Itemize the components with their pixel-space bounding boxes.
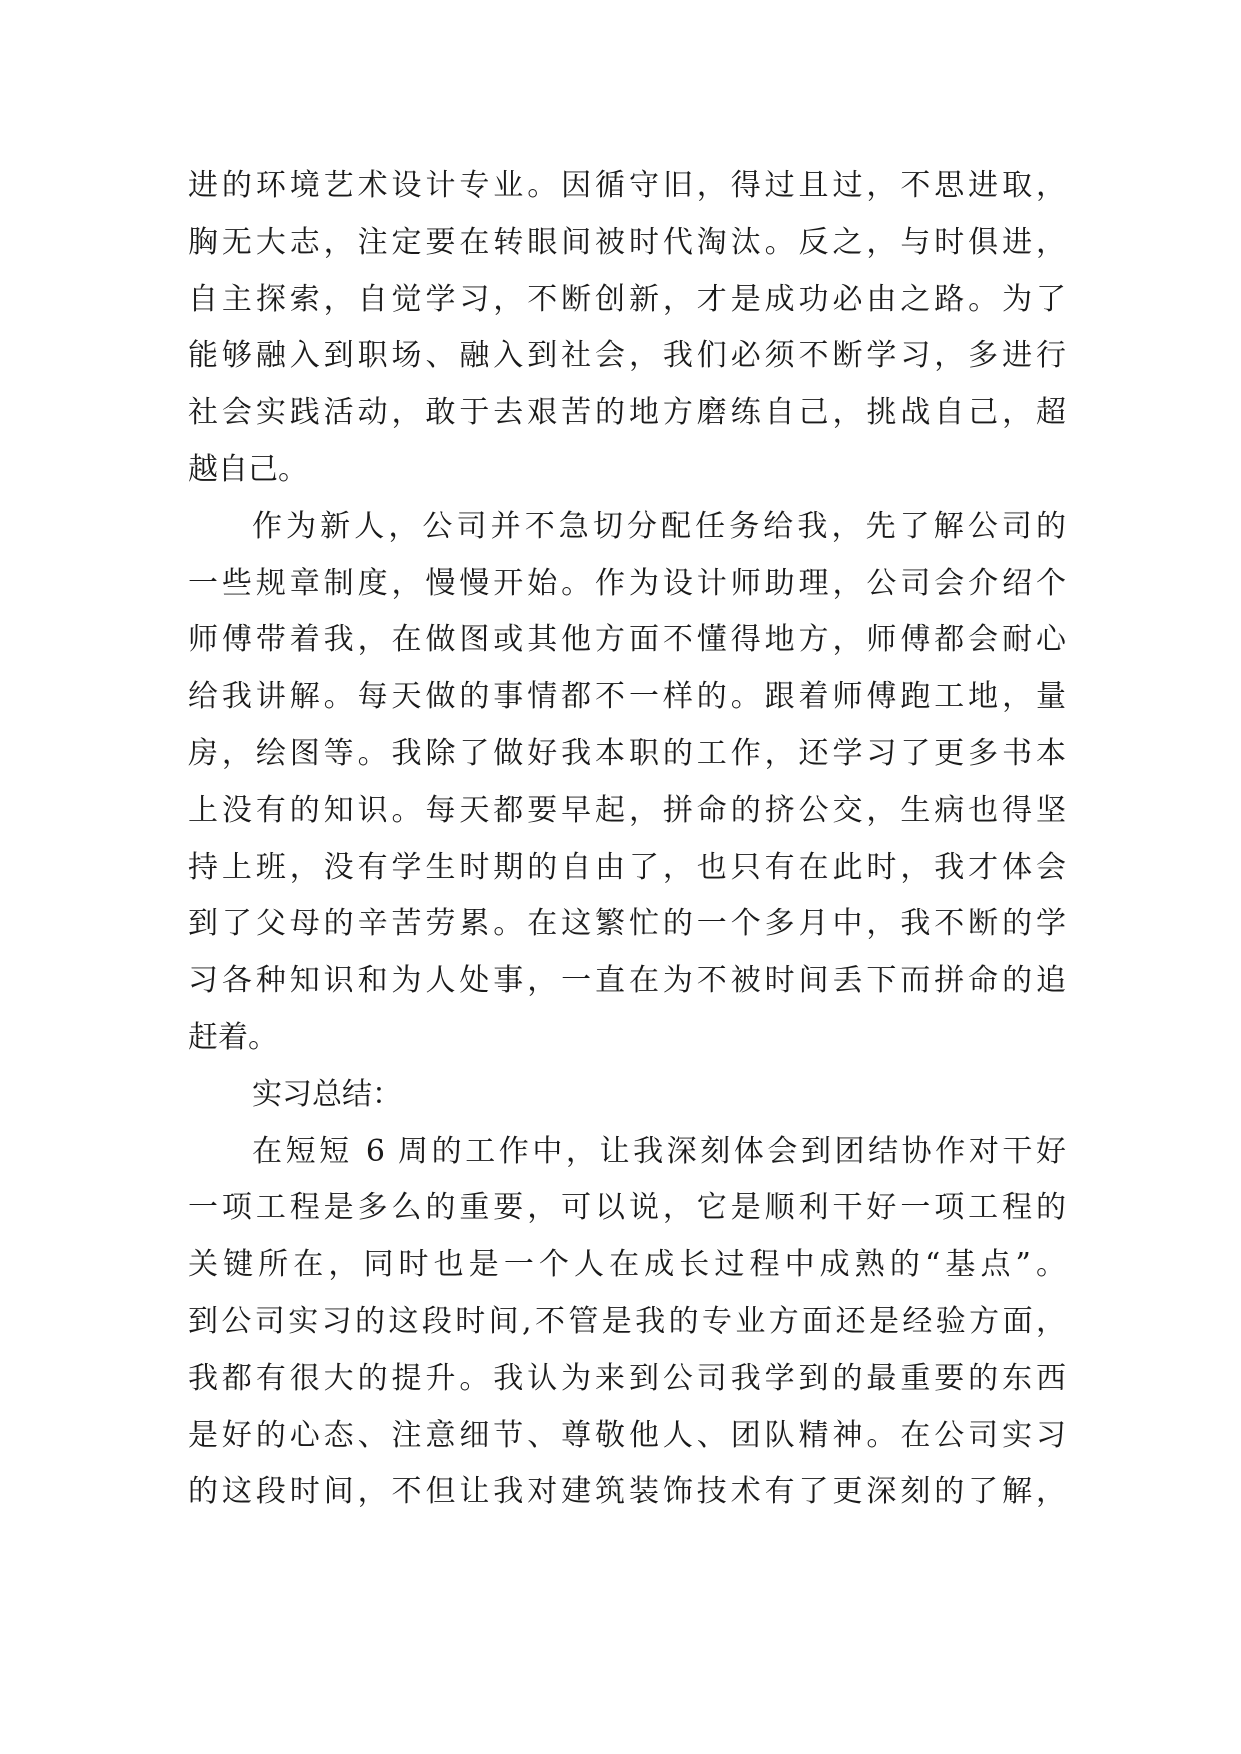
text-line: 在短短 6 周的工作中，让我深刻体会到团结协作对干好 xyxy=(252,1133,1066,1169)
text-line: 胸无大志，注定要在转眼间被时代淘汰。反之，与时俱进， xyxy=(188,224,1066,260)
text-line: 房，绘图等。我除了做好我本职的工作，还学习了更多书本 xyxy=(188,735,1066,771)
text-line: 持上班，没有学生时期的自由了，也只有在此时，我才体会 xyxy=(188,849,1066,885)
text-line: 是好的心态、注意细节、尊敬他人、团队精神。在公司实习 xyxy=(188,1417,1066,1453)
text-line: 上没有的知识。每天都要早起，拼命的挤公交，生病也得坚 xyxy=(188,792,1066,828)
text-line: 我都有很大的提升。我认为来到公司我学到的最重要的东西 xyxy=(188,1360,1066,1396)
text-line: 一项工程是多么的重要，可以说，它是顺利干好一项工程的 xyxy=(188,1190,1066,1226)
text-line: 能够融入到职场、融入到社会，我们必须不断学习，多进行 xyxy=(188,338,1066,374)
text-line: 师傅带着我，在做图或其他方面不懂得地方，师傅都会耐心 xyxy=(188,622,1066,658)
body-text xyxy=(188,158,1066,1521)
text-line: 作为新人，公司并不急切分配任务给我，先了解公司的 xyxy=(252,508,1066,544)
text-line: 自主探索，自觉学习，不断创新，才是成功必由之路。为了 xyxy=(188,281,1066,317)
text-line: 社会实践活动，敢于去艰苦的地方磨练自己，挑战自己，超 xyxy=(188,395,1066,431)
text-line: 赶着。 xyxy=(188,1019,278,1055)
text-line: 到了父母的辛苦劳累。在这繁忙的一个多月中，我不断的学 xyxy=(188,906,1066,942)
text-line: 习各种知识和为人处事，一直在为不被时间丢下而拼命的追 xyxy=(188,963,1066,999)
text-line: 进的环境艺术设计专业。因循守旧，得过且过，不思进取， xyxy=(188,168,1066,203)
text-line: 的这段时间，不但让我对建筑装饰技术有了更深刻的了解， xyxy=(188,1474,1066,1510)
text-line: 到公司实习的这段时间,不管是我的专业方面还是经验方面， xyxy=(188,1303,1066,1339)
text-line: 给我讲解。每天做的事情都不一样的。跟着师傅跑工地，量 xyxy=(188,679,1066,715)
text-line: 实习总结： xyxy=(252,1076,402,1112)
text-line: 一些规章制度，慢慢开始。作为设计师助理，公司会介绍个 xyxy=(188,565,1066,601)
text-line: 关键所在，同时也是一个人在成长过程中成熟的“基点”。 xyxy=(188,1247,1066,1283)
text-line: 越自己。 xyxy=(188,451,308,487)
